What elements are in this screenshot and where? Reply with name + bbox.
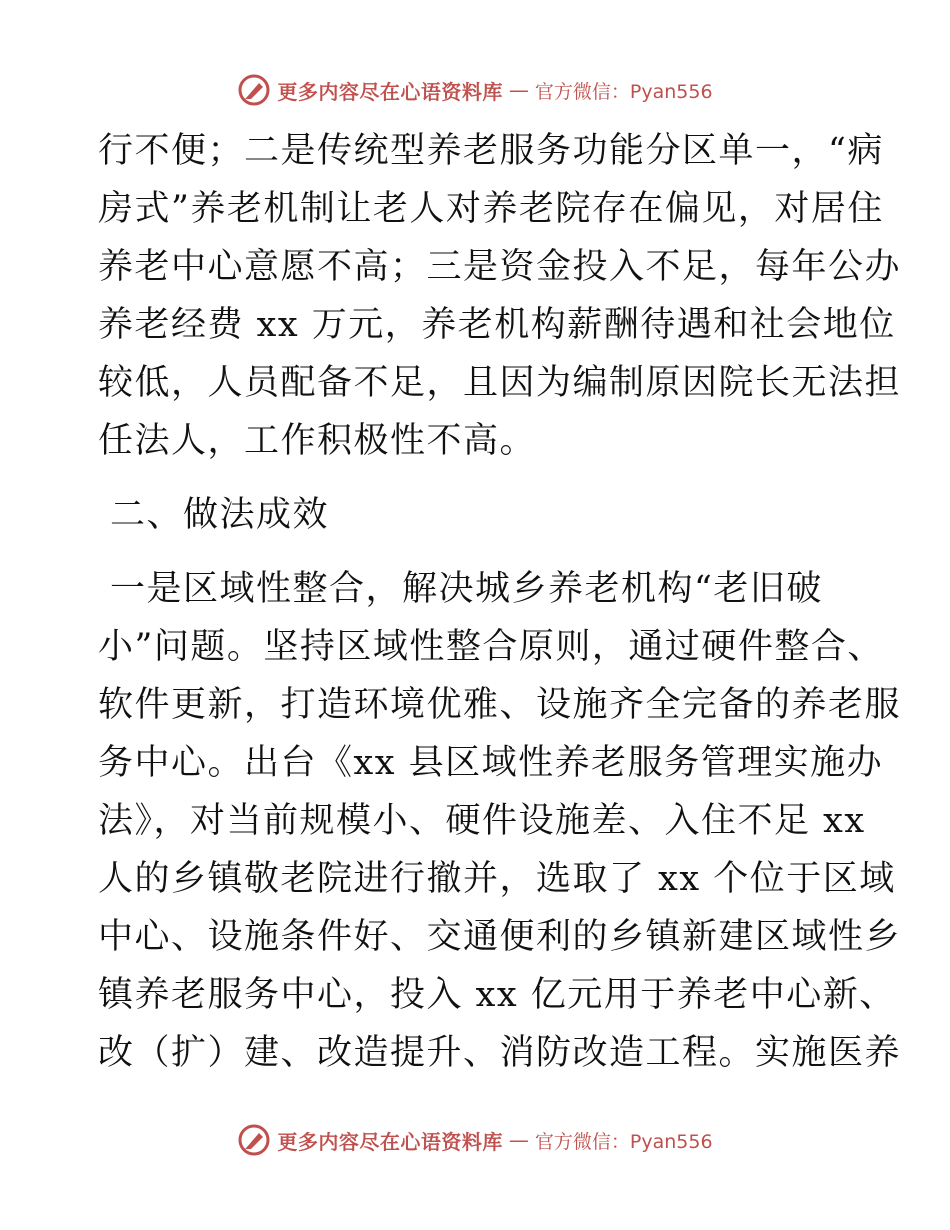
text-line: 任法人，工作积极性不高。	[98, 421, 537, 461]
banner-site-text: 更多内容尽在心语资料库	[277, 79, 503, 104]
text-line: 人的乡镇敬老院进行撤并，选取了 xx 个位于区域	[98, 859, 896, 899]
banner-separator: —	[508, 1128, 529, 1152]
text-line: 房式”养老机制让老人对养老院存在偏见，对居住	[98, 189, 884, 229]
text-line: 一是区域性整合，解决城乡养老机构“老旧破	[110, 569, 823, 609]
text-line: 养老中心意愿不高；三是资金投入不足，每年公办	[98, 247, 902, 287]
text-line: 改（扩）建、改造提升、消防改造工程。实施医养	[98, 1033, 902, 1073]
text-line: 中心、设施条件好、交通便利的乡镇新建区域性乡	[98, 917, 902, 957]
section-heading: 二、做法成效	[110, 495, 330, 535]
text-line: 养老经费 xx 万元，养老机构薪酬待遇和社会地位	[98, 305, 896, 345]
banner-wechat-id: 官方微信：Pyan556	[534, 80, 713, 103]
pen-nib-logo-icon	[237, 73, 271, 107]
text-line: 较低，人员配备不足，且因为编制原因院长无法担	[98, 363, 902, 403]
document-body	[98, 122, 902, 1082]
banner-wechat-id: 官方微信：Pyan556	[534, 1130, 713, 1153]
pen-nib-logo-icon	[237, 1123, 271, 1157]
text-line: 法》，对当前规模小、硬件设施差、入住不足 xx	[98, 801, 866, 841]
text-line: 软件更新，打造环境优雅、设施齐全完备的养老服	[98, 685, 902, 725]
text-line: 小”问题。坚持区域性整合原则，通过硬件整合、	[98, 627, 884, 667]
text-line: 镇养老服务中心，投入 xx 亿元用于养老中心新、	[98, 975, 896, 1015]
banner-site-text: 更多内容尽在心语资料库	[277, 1129, 503, 1154]
footer-banner	[0, 1120, 950, 1160]
header-banner	[0, 70, 950, 110]
banner-separator: —	[508, 78, 529, 102]
text-line: 行不便；二是传统型养老服务功能分区单一，“病	[98, 131, 884, 171]
text-line: 务中心。出台《xx 县区域性养老服务管理实施办	[98, 743, 884, 783]
